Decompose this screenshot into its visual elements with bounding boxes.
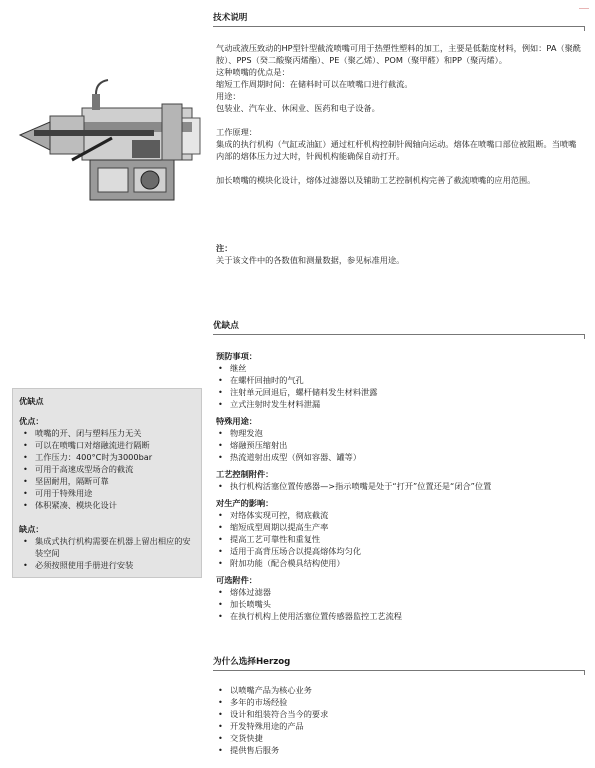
why-list <box>216 684 582 756</box>
list-item: • 热流道射出成型（例如容器、罐等） <box>216 451 582 463</box>
tech-paragraph: 缩短工作周期时间：在储料时可以在喷嘴口进行截流。 <box>216 79 413 89</box>
precautions-label: 预防事项： <box>216 351 257 361</box>
list-item: • 加长喷嘴头 <box>216 598 582 610</box>
list-item: • 附加功能（配合模具结构使用） <box>216 557 582 569</box>
corner-mark <box>579 0 589 9</box>
optional-accessories-list <box>216 586 582 622</box>
pros-section-header <box>213 320 585 339</box>
list-item: • 对络体实现可控，彻底截流 <box>216 509 582 521</box>
list-item: • 熔融预压缩射出 <box>216 439 582 451</box>
section-rule <box>213 670 585 675</box>
special-use-list <box>216 427 582 463</box>
list-item: • 交货快捷 <box>216 732 582 744</box>
list-item: • 可用于高速成型场合的截流 <box>19 463 195 475</box>
advantages-label: 优点： <box>19 416 44 426</box>
control-accessories-label: 工艺控制附件： <box>216 469 274 479</box>
list-item: • 集成式执行机构需要在机器上留出相应的安装空间 <box>19 535 195 559</box>
tech-paragraph: 工作原理： <box>216 127 257 137</box>
tech-paragraph: 这种喷嘴的优点是： <box>216 67 290 77</box>
list-item: • 可用于特殊用途 <box>19 487 195 499</box>
special-use-label: 特殊用途： <box>216 416 257 426</box>
section-rule <box>213 334 585 339</box>
list-item: • 继丝 <box>216 362 582 374</box>
tech-paragraph: 加长喷嘴的模块化设计，熔体过滤器以及辅助工艺控制机构完善了截流喷嘴的应用范围。 <box>216 175 536 185</box>
production-effects-list <box>216 509 582 569</box>
tech-paragraph: 气动或液压致动的HP型针型截流喷嘴可用于热塑性塑料的加工，主要是低黏度材料，例如：PA（聚酰胺）、PPS（癸二酸聚丙烯酯）、PE（聚乙烯）、POM（聚甲醛）和PP（聚丙烯）。 <box>216 43 581 65</box>
panel-title: 优缺点 <box>19 396 44 406</box>
advantages-list <box>19 427 195 511</box>
nozzle-illustration <box>12 78 204 218</box>
precautions-list <box>216 362 582 410</box>
list-item: • 执行机构活塞位置传感器—>指示喷嘴是处于“打开”位置还是“闭合”位置 <box>216 480 582 492</box>
list-item: • 注射单元回退后，螺杆储料发生材料泄露 <box>216 386 582 398</box>
why-section-title: 为什么选择Herzog <box>213 657 291 667</box>
list-item: • 可以在喷嘴口对熔融流进行隔断 <box>19 439 195 451</box>
list-item: • 体积紧凑、模块化设计 <box>19 499 195 511</box>
list-item: • 以喷嘴产品为核心业务 <box>216 684 582 696</box>
list-item: • 必须按照使用手册进行安装 <box>19 559 195 571</box>
list-item: • 提高工艺可靠性和重复性 <box>216 533 582 545</box>
list-item: • 坚固耐用，隔断可靠 <box>19 475 195 487</box>
list-item: • 物理发泡 <box>216 427 582 439</box>
list-item: • 缩短成型周期以提高生产率 <box>216 521 582 533</box>
list-item: • 喷嘴的开、闭与塑料压力无关 <box>19 427 195 439</box>
note-block <box>216 242 582 266</box>
list-item: • 多年的市场经验 <box>216 696 582 708</box>
optional-accessories-label: 可选附件： <box>216 575 257 585</box>
disadvantages-label: 缺点： <box>19 524 44 534</box>
tech-paragraph: 用途： <box>216 91 241 101</box>
note-label: 注： <box>216 243 233 253</box>
disadvantages-list <box>19 535 195 571</box>
list-item: • 提供售后服务 <box>216 744 582 756</box>
list-item: • 立式注射时发生材料泄漏 <box>216 398 582 410</box>
why-section-header <box>213 656 585 675</box>
list-item: • 在螺杆回抽时的气孔 <box>216 374 582 386</box>
list-item: • 熔体过滤器 <box>216 586 582 598</box>
tech-section-body <box>216 42 582 186</box>
advantages-panel <box>12 388 202 578</box>
control-accessories-list <box>216 480 582 492</box>
list-item: • 设计和组装符合当今的要求 <box>216 708 582 720</box>
note-text: 关于该文件中的各数值和测量数据，参见标准用途。 <box>216 255 405 265</box>
list-item: • 开发特殊用途的产品 <box>216 720 582 732</box>
list-item: • 工作压力：400°C时为3000bar <box>19 451 195 463</box>
list-item: • 在执行机构上使用活塞位置传感器监控工艺流程 <box>216 610 582 622</box>
tech-section-header <box>213 12 585 31</box>
pros-section-body <box>216 348 582 622</box>
pros-section-title: 优缺点 <box>213 321 239 331</box>
tech-paragraph: 集成的执行机构（气缸或油缸）通过杠杆机构控制针阀轴向运动。熔体在喷嘴口部位被阻断。当喷嘴内部的熔体压力过大时，针阀机构能确保自动打开。 <box>216 139 577 161</box>
production-effects-label: 对生产的影响： <box>216 498 274 508</box>
section-rule <box>213 26 585 31</box>
list-item: • 适用于高背压场合以提高熔体均匀化 <box>216 545 582 557</box>
tech-paragraph: 包装业、汽车业、休闲业、医药和电子设备。 <box>216 103 380 113</box>
tech-section-title: 技术说明 <box>213 13 248 23</box>
why-section-body <box>216 684 582 756</box>
